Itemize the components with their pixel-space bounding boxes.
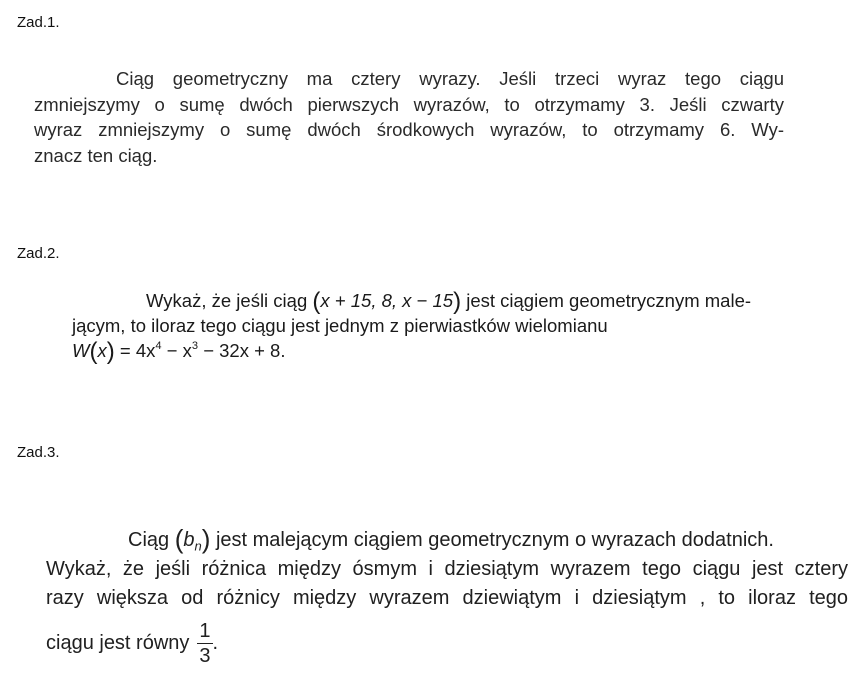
task-2-sequence: x + 15, 8, x − 15: [320, 290, 454, 311]
task-3-fraction: [197, 619, 212, 668]
task-1-label: Zad.1.: [17, 14, 60, 31]
task-2-power-3: 3: [191, 340, 199, 353]
task-1-text: [34, 66, 784, 168]
task-3-line-1-end: jest malejącym ciągiem geometrycznym o wyrazach dodatnich.: [210, 529, 774, 551]
task-1-line-1: Ciąg geometryczny ma cztery wyrazy. Jeśli trzeci wyraz tego ciągu: [116, 68, 784, 89]
task-3-text: [46, 526, 848, 668]
task-1-line-3: wyraz zmniejszymy o sumę dwóch środkowych wyrazów, to otrzymamy 6. Wy-: [34, 119, 784, 140]
task-2-line-2: jącym, to iloraz tego ciągu jest jednym z pierwiastków wielomianu: [72, 315, 608, 336]
task-2-seq-open: (: [312, 288, 321, 315]
task-2-func-arg: x: [97, 340, 107, 361]
task-2-poly-end: − 32x + 8.: [198, 340, 286, 361]
task-3-line-3: razy większa od różnicy między wyrazem dziewiątym i dziesiątym , to iloraz tego: [46, 587, 848, 609]
task-1-line-4: znacz ten ciąg.: [34, 144, 158, 166]
task-2-poly-mid: − x: [161, 340, 192, 361]
task-2-func-name: W: [72, 340, 90, 361]
task-3-line-1: Ciąg $(b_n)$ jest malejącym ciągiem geometrycznym o wyrazach dodatnich.: [128, 524, 774, 554]
task-3-line-2: Wykaż, że jeśli różnica między ósmym i dziesiątym wyrazem tego ciągu jest cztery: [46, 558, 848, 580]
task-2-text: [72, 288, 806, 363]
task-2-line-1-start: Wykaż, że jeśli ciąg: [146, 290, 313, 311]
task-3-seq-var: b: [183, 529, 195, 551]
task-2-power-4: 4: [155, 340, 162, 353]
task-3-label: Zad.3.: [17, 444, 60, 461]
task-3-line-1-start: Ciąg: [128, 529, 175, 551]
task-2-poly-eq: = 4x: [114, 340, 156, 361]
task-2-polynomial: $W(x) = 4x^4 - x^3 - 32x + 8$.: [72, 338, 286, 365]
task-3-fraction-numerator: 1: [199, 620, 211, 642]
task-2-seq-close: ): [453, 288, 462, 315]
task-3-line-4: [46, 619, 848, 668]
task-2-line-1: [72, 288, 806, 313]
task-3-fraction-denominator: 3: [199, 645, 211, 667]
task-2-label: Zad.2.: [17, 245, 60, 262]
task-3-seq-index: n: [194, 538, 202, 554]
task-3-line-4-text: ciągu jest równy: [46, 631, 190, 654]
task-2-line-1-end: jest ciągiem geometrycznym male-: [461, 290, 752, 311]
task-1-line-2: zmniejszymy o sumę dwóch pierwszych wyrazów, to otrzymamy 3. Jeśli czwarty: [34, 93, 784, 115]
task-3-line-4-end: .: [212, 631, 219, 654]
